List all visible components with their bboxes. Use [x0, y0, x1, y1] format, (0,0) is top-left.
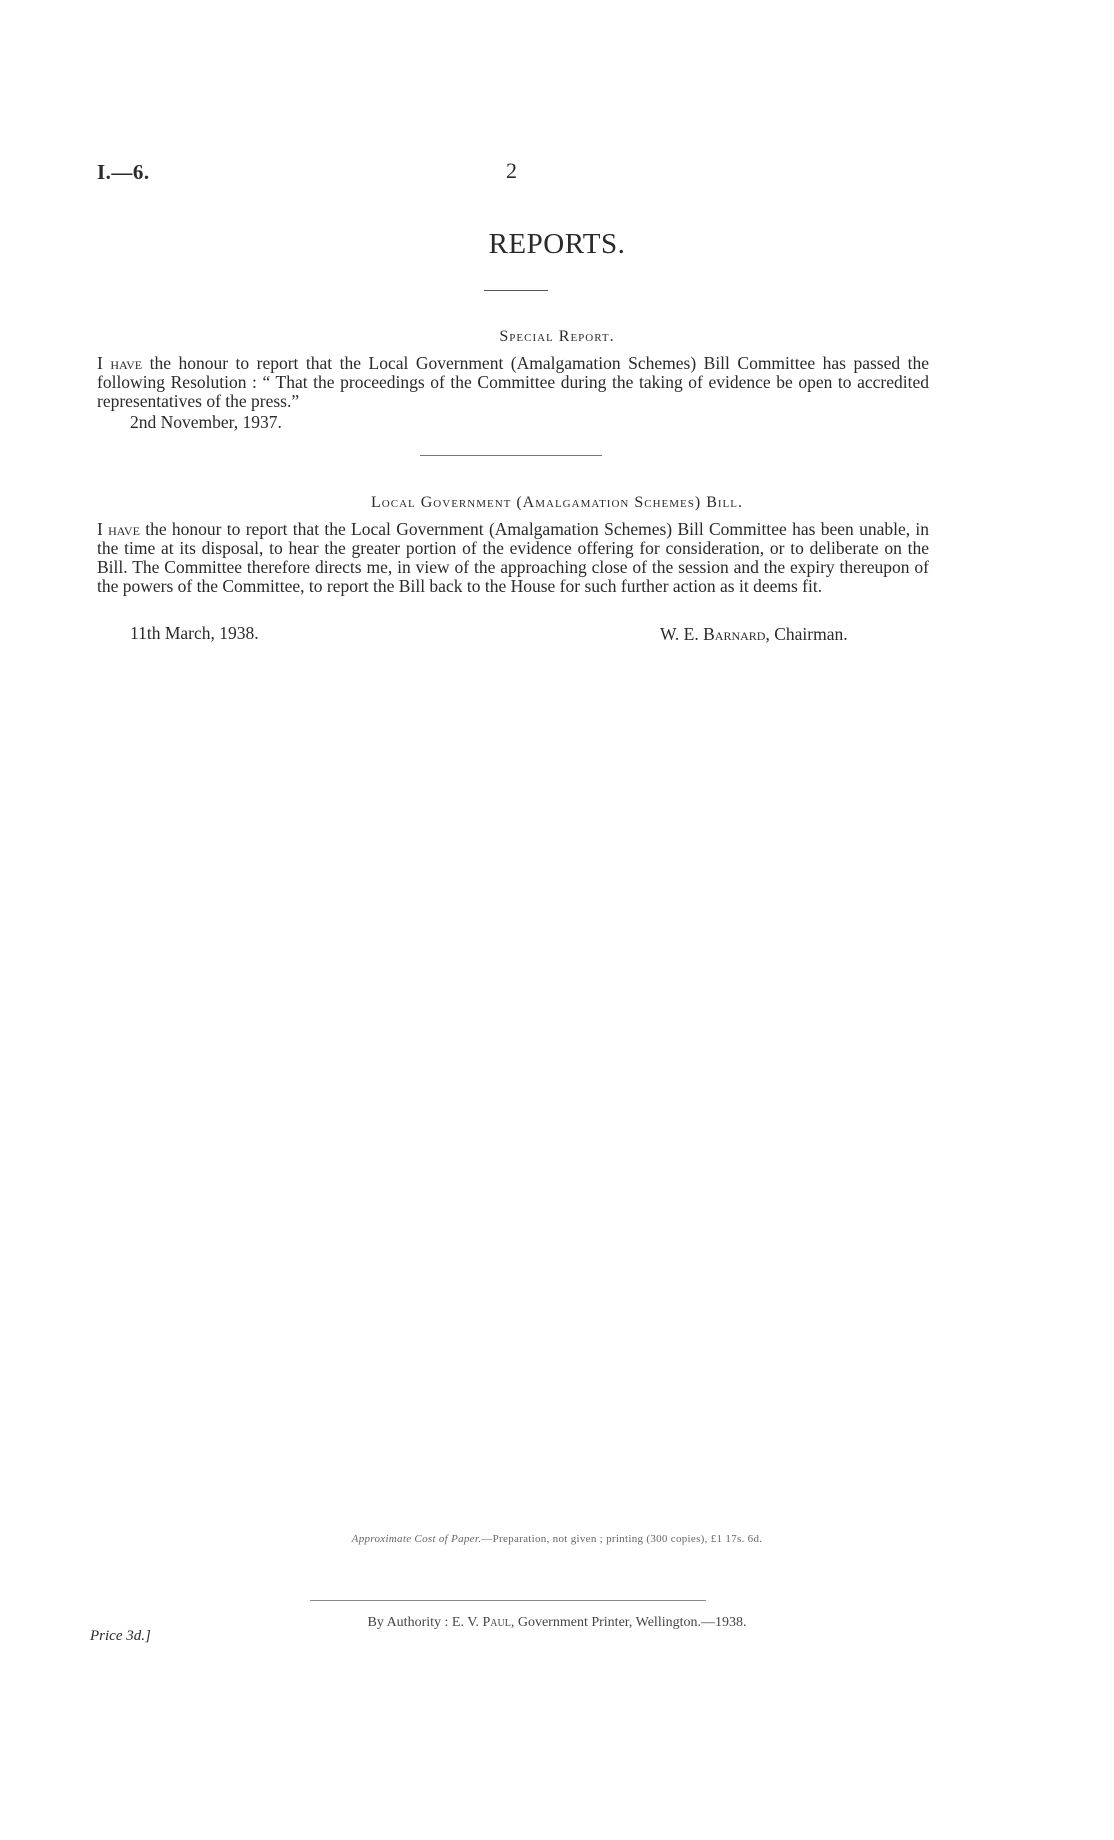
cost-label: Approximate Cost of Paper.	[351, 1533, 482, 1545]
bill-report-lead: I have	[97, 519, 140, 539]
bill-report-heading: Local Government (Amalgamation Schemes) Bill.	[371, 494, 743, 511]
title-divider	[484, 290, 548, 291]
signatory-surname: Barnard	[703, 624, 766, 644]
price-label: Price 3d.]	[90, 1628, 151, 1644]
document-reference: I.—6.	[97, 160, 150, 184]
cost-of-paper-note	[0, 1533, 1114, 1545]
signatory-title: , Chairman.	[765, 624, 848, 644]
special-report-lead: I have	[97, 353, 143, 373]
page-title: REPORTS.	[488, 228, 626, 260]
special-report-paragraph	[97, 354, 929, 411]
special-report-body: the honour to report that the Local Government (Amalgamation Schemes) Bill Committee has passed the following Resolution : “ That the proceedings of the Committee during the taking of evidence be open to accredited representatives of the press.”	[97, 353, 929, 411]
bill-report-body: the honour to report that the Local Government (Amalgamation Schemes) Bill Committee has been unable, in the time at its disposal, to hear the greater portion of the evidence offering for consideration, or to deliberate on the Bill. The Committee therefore directs me, in view of the approaching close of the session and the expiry thereupon of the powers of the Committee, to report the Bill back to the House for such further action as it deems fit.	[97, 519, 930, 596]
signatory-initials: W. E.	[660, 624, 704, 644]
special-report-date: 2nd November, 1937.	[130, 412, 282, 432]
bill-report-date: 11th March, 1938.	[130, 623, 259, 643]
footer-divider	[310, 1600, 706, 1601]
authority-suffix: , Government Printer, Wellington.—1938.	[510, 1615, 747, 1630]
printer-authority	[0, 1615, 1114, 1631]
cost-text: —Preparation, not given ; printing (300 copies), £1 17s. 6d.	[481, 1533, 763, 1545]
authority-name: Paul	[482, 1615, 511, 1630]
signature-block	[660, 624, 848, 645]
authority-prefix: By Authority : E. V.	[367, 1615, 483, 1630]
bill-report-paragraph	[97, 520, 929, 596]
special-report-heading: Special Report.	[499, 328, 615, 345]
section-divider	[420, 455, 602, 456]
page-number: 2	[506, 158, 517, 183]
